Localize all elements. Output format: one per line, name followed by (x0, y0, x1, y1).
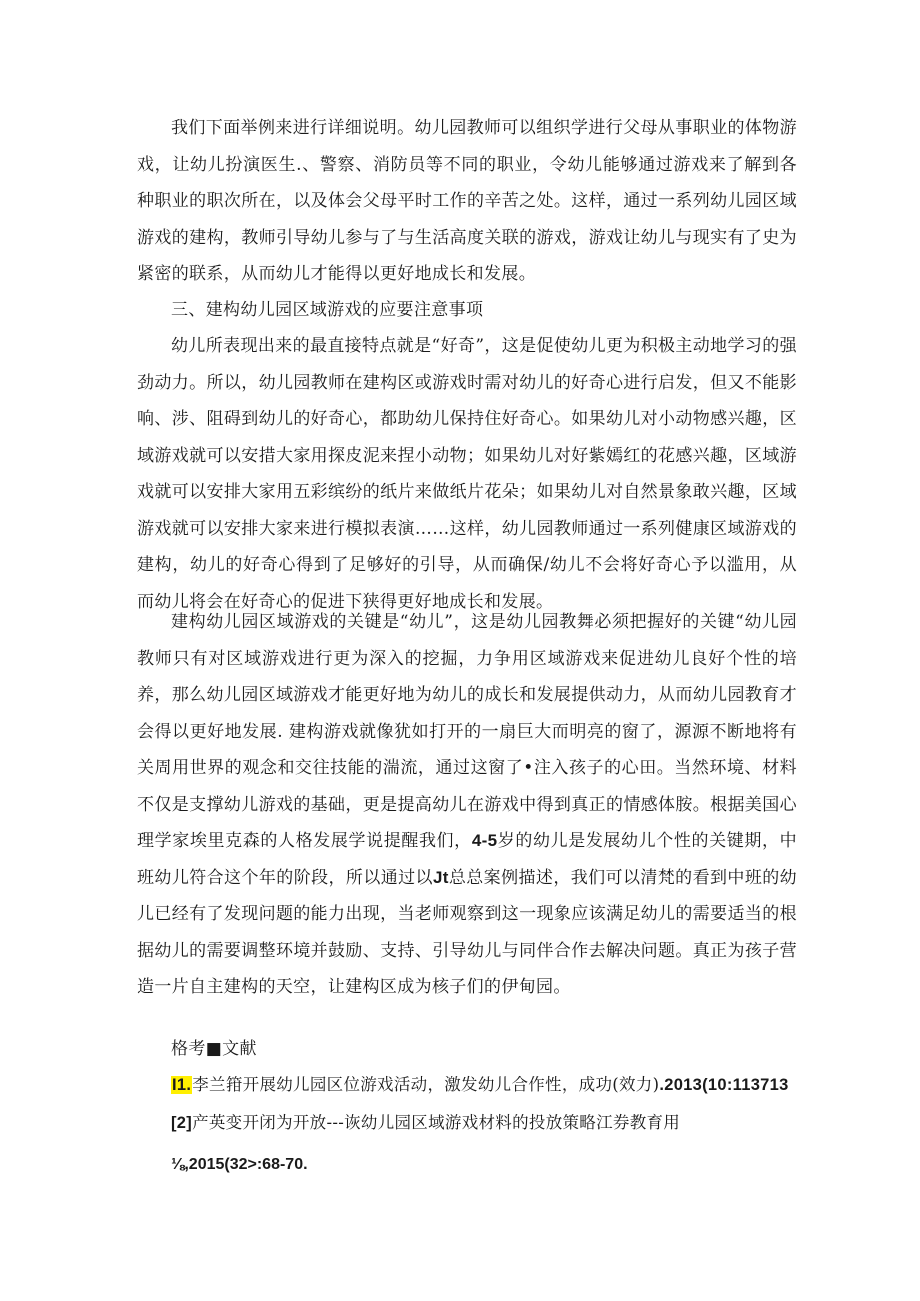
reference-2-continuation: ⅛,2015(32>:68-70. (171, 1156, 308, 1173)
reference-1-tail: .2013(10:113713 (659, 1076, 789, 1094)
reference-2-text: 产英变开闭为开放---诙幼儿园区域游戏材料的投放策略江券教育用 (192, 1113, 681, 1132)
reference-1-marker: I1. (172, 1076, 192, 1094)
paragraph-curiosity: 幼儿所表现出来的最直接特点就是“好奇”，这是促使幼儿更为积极主动地学习的强劲动力。所以，幼儿园教师在建构区或游戏时需对幼儿的好奇心进行启发，但又不能影响、涉、阻碍到幼儿的好奇心，都助幼儿保持住好奇心。如果幼儿对小动物感兴趣，区域游戏就可以安措大家用探皮泥来捏小动物；如果幼儿对好紫嫣红的花感兴趣，区域游戏就可以安排大家用五彩缤纷的纸片来做纸片花朵；如果幼儿对自然景象敢兴趣，区域游戏就可以安排大家来进行模拟表演……这样，幼儿园教师通过一系列健康区域游戏的建构，幼儿的好奇心得到了足够好的引导，从而确保/幼儿不会将好奇心予以滥用，从而幼儿将会在好奇心的促进下狭得更好地成长和发展。 (137, 336, 797, 612)
paragraph-key-point (137, 604, 797, 1006)
paragraph-key-point-a: 建构幼儿园区域游戏的关键是“幼儿”，这是幼儿园教舞必须把握好的关键“幼儿园教师只有对区域游戏进行更为深入的挖掘，力争用区域游戏来促进幼儿良好个性的培养，那么幼儿园区域游戏才能更好地为幼儿的成长和发展提供动力，从而幼儿园教育才会得以更好地发展. 建构游戏就像犹如打开的一扇巨大而明亮的窗了，源源不断地将有关周用世界的观念和交往技能的湍流，通过这窗了•注入孩子的心田。当然环境、材料不仅是支撑幼儿游戏的基础，更是提高幼儿在游戏中得到真正的情感体胺。根据美国心理学家埃里克森的人格发展学说提醒我们， (137, 612, 797, 851)
reference-2-marker: [2] (171, 1114, 193, 1132)
references-title: 格考■文献 (171, 1039, 257, 1059)
paragraph-example: 我们下面举例来进行详细说明。幼儿园教师可以组织学进行父母从事职业的体物游戏，让幼儿扮演医生.、警察、消防员等不同的职业，令幼儿能够通过游戏来了解到各种职业的职次所在，以及体会父母平时工作的辛苦之处。这样，通过一系列幼儿园区域游戏的建构，教师引导幼儿参与了与生活高度关联的游戏，游戏让幼儿与现实有了史为紧密的联系，从而幼儿才能得以更好地成长和发展。 (137, 118, 797, 284)
paragraph-key-point-c: 总总案例描述，我们可以清梵的看到中班的幼儿已经有了发现问题的能力出现，当老师观察到这一现象应该满足幼儿的需要适当的根据幼儿的需要调整环境并鼓励、支持、引导幼儿与同伴合作去解决问题。真正为孩子营造一片自主建构的天空，让建构区成为核子们的伊甸园。 (137, 867, 797, 997)
paragraph-key-point-b: 岁的幼儿是发展幼儿个性的关键期，中班幼儿符合这个年的阶段，所以通过以 (137, 831, 797, 888)
age-range: 4-5 (471, 831, 498, 850)
jt-token: Jt (432, 867, 449, 887)
section-heading: 三、建构幼儿园区域游戏的应要注意事项 (171, 300, 484, 320)
reference-1 (171, 1070, 789, 1100)
reference-1-text: 李兰箝开展幼儿园区位游戏活动，激发幼儿合作性，成功(效力) (192, 1075, 660, 1094)
reference-2 (171, 1108, 680, 1138)
